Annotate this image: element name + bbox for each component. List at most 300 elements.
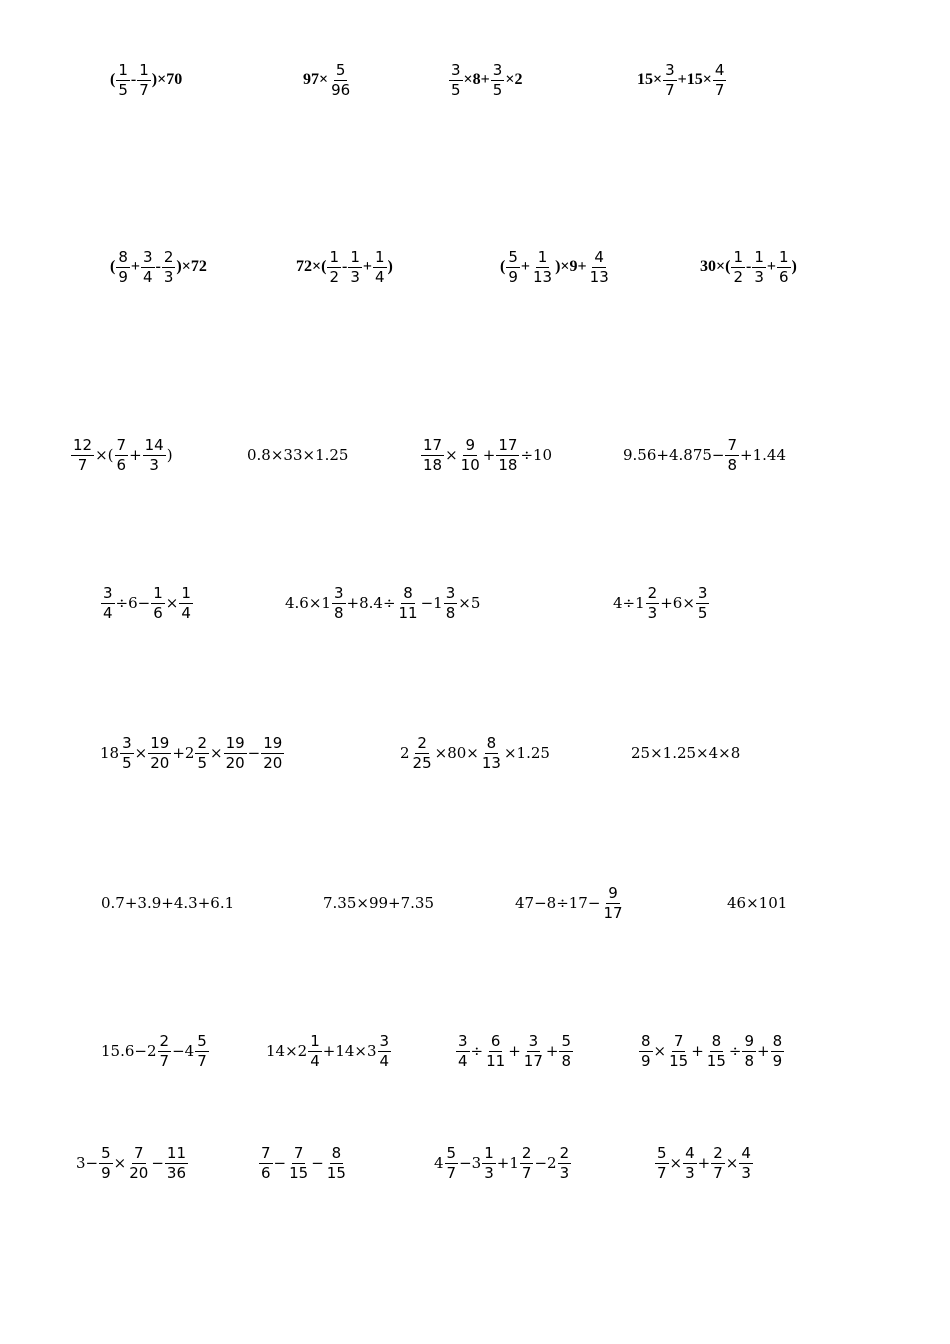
fraction-denominator: 6 xyxy=(153,603,163,622)
fraction-denominator: 7 xyxy=(446,1163,457,1182)
fraction-denominator: 20 xyxy=(263,753,283,772)
fraction-denominator: 15 xyxy=(669,1051,689,1070)
problem-r6c1 xyxy=(101,883,234,923)
fraction-numerator: 19 xyxy=(263,733,283,752)
fraction-numerator: 1 xyxy=(754,247,764,266)
fraction-numerator: 3 xyxy=(379,1031,390,1050)
fraction-numerator: 9 xyxy=(608,883,618,902)
fraction-denominator: 5 xyxy=(492,80,503,99)
expression-text: ( xyxy=(110,71,116,88)
fraction-numerator: 2 xyxy=(647,583,658,602)
expression-text: ) xyxy=(387,258,393,275)
problem-r7c3 xyxy=(455,1031,574,1071)
fraction xyxy=(445,1145,459,1182)
expression-text: +1.44 xyxy=(740,445,786,464)
fraction-denominator: 4 xyxy=(181,603,191,622)
expression-text: - xyxy=(155,258,161,275)
fraction xyxy=(411,735,434,772)
fraction-numerator: 2 xyxy=(163,247,174,266)
problem-r1c3 xyxy=(448,60,522,100)
expression-text: ÷ xyxy=(470,1041,484,1060)
fraction-denominator: 3 xyxy=(754,267,764,286)
expression-text: ÷6− xyxy=(115,593,151,612)
fraction-denominator: 17 xyxy=(603,903,623,922)
fraction-numerator: 1 xyxy=(118,60,128,79)
expression-text: ÷10 xyxy=(520,445,553,464)
fraction-denominator: 9 xyxy=(101,1163,111,1182)
fraction-numerator: 17 xyxy=(423,435,443,454)
expression-text: ×1.25 xyxy=(503,743,550,762)
expression-text: − xyxy=(311,1153,324,1172)
fraction-denominator: 9 xyxy=(641,1051,651,1070)
fraction-denominator: 20 xyxy=(129,1163,149,1182)
fraction-numerator: 3 xyxy=(103,583,113,602)
expression-text: ( xyxy=(110,258,116,275)
fraction-numerator: 11 xyxy=(166,1143,187,1162)
fraction xyxy=(127,1145,150,1182)
expression-text: × xyxy=(165,593,179,612)
expression-text: + xyxy=(520,258,530,275)
problem-r2c4 xyxy=(700,247,797,287)
fraction xyxy=(444,585,458,622)
expression-text: + xyxy=(766,258,776,275)
fraction xyxy=(646,585,660,622)
problem-r3c3 xyxy=(420,435,552,475)
fraction-numerator: 4 xyxy=(741,1143,751,1162)
fraction-numerator: 3 xyxy=(665,60,675,79)
expression-text: + xyxy=(482,445,496,464)
fraction xyxy=(771,1033,785,1070)
problem-r4c1 xyxy=(100,583,194,623)
fraction-numerator: 1 xyxy=(329,247,339,266)
fraction-denominator: 7 xyxy=(521,1163,532,1182)
expression-text: −1 xyxy=(420,593,443,612)
fraction-numerator: 1 xyxy=(153,583,163,602)
fraction-denominator: 7 xyxy=(197,1051,207,1070)
fraction-numerator: 4 xyxy=(685,1143,695,1162)
fraction-numerator: 5 xyxy=(657,1143,667,1162)
fraction xyxy=(329,62,352,99)
expression-text: ) xyxy=(166,445,173,464)
expression-text: × xyxy=(653,1041,667,1060)
fraction-numerator: 7 xyxy=(134,1143,144,1162)
fraction xyxy=(459,437,482,474)
fraction xyxy=(101,585,115,622)
fraction-numerator: 8 xyxy=(331,1143,342,1162)
problem-r3c2 xyxy=(247,435,348,475)
fraction xyxy=(195,1033,209,1070)
fraction-denominator: 3 xyxy=(163,267,174,286)
fraction-denominator: 15 xyxy=(326,1163,346,1182)
fraction-denominator: 7 xyxy=(159,1051,170,1070)
fraction-numerator: 4 xyxy=(714,60,725,79)
expression-text: ×80× xyxy=(434,743,479,762)
fraction xyxy=(325,1145,348,1182)
fraction xyxy=(663,62,677,99)
expression-text: )×9+ xyxy=(555,258,587,275)
fraction-denominator: 2 xyxy=(329,267,339,286)
fraction-denominator: 3 xyxy=(741,1163,751,1182)
fraction xyxy=(559,1033,573,1070)
fraction-numerator: 3 xyxy=(451,60,461,79)
fraction-numerator: 2 xyxy=(521,1143,532,1162)
expression-text: ×( xyxy=(95,445,114,464)
expression-text: + xyxy=(362,258,372,275)
fraction-numerator: 9 xyxy=(465,435,475,454)
fraction-numerator: 8 xyxy=(772,1031,783,1050)
fraction-denominator: 5 xyxy=(697,603,708,622)
expression-text: - xyxy=(342,258,348,275)
expression-text: ÷ xyxy=(728,1041,742,1060)
fraction xyxy=(378,1033,392,1070)
expression-text: ( xyxy=(500,258,506,275)
expression-text: +14×3 xyxy=(322,1041,377,1060)
fraction-numerator: 5 xyxy=(508,247,518,266)
fraction-denominator: 5 xyxy=(197,753,207,772)
expression-text: 15× xyxy=(637,71,663,88)
expression-text: −2 xyxy=(534,1153,557,1172)
fraction xyxy=(496,437,519,474)
fraction-numerator: 19 xyxy=(150,733,170,752)
fraction-denominator: 10 xyxy=(460,455,480,474)
fraction-denominator: 7 xyxy=(713,1163,723,1182)
fraction xyxy=(151,585,165,622)
fraction-numerator: 7 xyxy=(116,435,127,454)
problem-r5c1 xyxy=(100,733,285,773)
fraction xyxy=(115,437,129,474)
problem-r8c1 xyxy=(76,1143,189,1183)
expression-text: − xyxy=(273,1153,287,1172)
expression-text: 7.35×99+7.35 xyxy=(323,893,435,912)
fraction-numerator: 12 xyxy=(73,435,93,454)
fraction-numerator: 3 xyxy=(458,1031,468,1050)
problem-r3c4 xyxy=(623,435,786,475)
fraction-denominator: 2 xyxy=(733,267,743,286)
expression-text: − xyxy=(151,1153,164,1172)
problem-r4c2 xyxy=(285,583,480,623)
fraction xyxy=(731,249,745,286)
fraction-denominator: 4 xyxy=(375,267,385,286)
fraction-denominator: 6 xyxy=(779,267,789,286)
fraction-denominator: 7 xyxy=(139,80,149,99)
fraction-denominator: 5 xyxy=(118,80,128,99)
fraction xyxy=(739,1145,753,1182)
expression-text: 0.7+3.9+4.3+6.1 xyxy=(101,893,235,912)
fraction xyxy=(224,735,247,772)
fraction xyxy=(506,249,520,286)
expression-text: −3 xyxy=(459,1153,482,1172)
fraction-numerator: 19 xyxy=(225,733,245,752)
expression-text: ) xyxy=(791,258,797,275)
fraction-numerator: 6 xyxy=(490,1031,501,1050)
fraction-denominator: 11 xyxy=(486,1051,506,1070)
expression-text: 72×( xyxy=(296,258,327,275)
expression-text: )×70 xyxy=(151,71,183,88)
fraction xyxy=(456,1033,470,1070)
problem-r7c4 xyxy=(638,1031,785,1071)
fraction xyxy=(116,249,130,286)
problem-r6c2 xyxy=(323,883,434,923)
fraction-denominator: 96 xyxy=(331,80,351,99)
fraction-denominator: 5 xyxy=(122,753,132,772)
fraction xyxy=(327,249,341,286)
fraction xyxy=(71,437,94,474)
fraction-denominator: 13 xyxy=(589,267,609,286)
fraction-numerator: 1 xyxy=(350,247,360,266)
fraction xyxy=(484,1033,507,1070)
fraction-denominator: 7 xyxy=(77,455,88,474)
fraction-denominator: 7 xyxy=(657,1163,667,1182)
fraction-numerator: 7 xyxy=(727,435,738,454)
fraction xyxy=(713,62,727,99)
fraction-numerator: 2 xyxy=(159,1031,170,1050)
fraction xyxy=(480,735,503,772)
fraction-numerator: 8 xyxy=(641,1031,651,1050)
problem-r6c4 xyxy=(727,883,787,923)
fraction xyxy=(667,1033,690,1070)
fraction-denominator: 9 xyxy=(772,1051,783,1070)
problem-r8c3 xyxy=(434,1143,572,1183)
expression-text: 25×1.25×4×8 xyxy=(631,743,741,762)
expression-text: )×72 xyxy=(176,258,207,275)
expression-text: 9.56+4.875− xyxy=(623,445,725,464)
fraction-numerator: 2 xyxy=(559,1143,570,1162)
problem-r2c3 xyxy=(500,247,612,287)
problem-r8c2 xyxy=(258,1143,349,1183)
fraction xyxy=(705,1033,728,1070)
problem-r1c4 xyxy=(637,60,727,100)
fraction-denominator: 13 xyxy=(533,267,553,286)
fraction-denominator: 7 xyxy=(714,80,725,99)
problem-r8c4 xyxy=(654,1143,754,1183)
fraction-denominator: 11 xyxy=(398,603,418,622)
fraction-numerator: 2 xyxy=(713,1143,723,1162)
fraction-denominator: 8 xyxy=(744,1051,755,1070)
expression-text: ×2 xyxy=(505,71,523,88)
expression-text: ×5 xyxy=(458,593,481,612)
problem-r4c3 xyxy=(613,583,710,623)
expression-text: −4 xyxy=(172,1041,195,1060)
fraction-numerator: 1 xyxy=(139,60,149,79)
problem-r6c3 xyxy=(515,883,626,923)
fraction-numerator: 17 xyxy=(498,435,518,454)
fraction-denominator: 7 xyxy=(665,80,675,99)
fraction-numerator: 3 xyxy=(143,247,153,266)
fraction-denominator: 18 xyxy=(498,455,518,474)
fraction-numerator: 3 xyxy=(697,583,708,602)
fraction-denominator: 8 xyxy=(333,603,344,622)
fraction-denominator: 8 xyxy=(561,1051,572,1070)
fraction xyxy=(696,585,710,622)
fraction-denominator: 17 xyxy=(523,1051,543,1070)
fraction-denominator: 9 xyxy=(508,267,518,286)
expression-text: 18 xyxy=(100,743,120,762)
expression-text: − xyxy=(247,743,261,762)
fraction xyxy=(120,735,134,772)
expression-text: - xyxy=(746,258,752,275)
fraction xyxy=(141,249,155,286)
fraction xyxy=(777,249,791,286)
fraction-numerator: 1 xyxy=(484,1143,494,1162)
fraction-numerator: 3 xyxy=(528,1031,539,1050)
expression-text: 4 xyxy=(434,1153,444,1172)
fraction xyxy=(601,885,624,922)
fraction-numerator: 8 xyxy=(403,583,413,602)
fraction xyxy=(491,62,505,99)
fraction-denominator: 3 xyxy=(484,1163,494,1182)
fraction-denominator: 6 xyxy=(116,455,127,474)
expression-text: × xyxy=(134,743,148,762)
fraction-numerator: 1 xyxy=(310,1031,320,1050)
problem-r2c1 xyxy=(110,247,207,287)
fraction xyxy=(99,1145,113,1182)
expression-text: + xyxy=(691,1041,704,1060)
fraction xyxy=(725,437,739,474)
fraction xyxy=(373,249,387,286)
fraction-denominator: 36 xyxy=(166,1163,187,1182)
fraction xyxy=(742,1033,756,1070)
fraction-denominator: 6 xyxy=(261,1163,271,1182)
fraction xyxy=(397,585,420,622)
expression-text: 0.8×33×1.25 xyxy=(247,445,349,464)
fraction xyxy=(259,1145,273,1182)
fraction xyxy=(558,1145,572,1182)
fraction-numerator: 1 xyxy=(181,583,191,602)
fraction-denominator: 3 xyxy=(350,267,360,286)
expression-text: + xyxy=(508,1041,521,1060)
expression-text: × xyxy=(113,1153,127,1172)
fraction-numerator: 5 xyxy=(446,1143,457,1162)
fraction-numerator: 7 xyxy=(293,1143,304,1162)
fraction-numerator: 5 xyxy=(335,60,346,79)
fraction xyxy=(588,249,611,286)
expression-text: + xyxy=(757,1041,770,1060)
fraction-denominator: 9 xyxy=(118,267,128,286)
problem-r1c2 xyxy=(303,60,353,100)
expression-text: 46×101 xyxy=(727,893,788,912)
fraction-denominator: 25 xyxy=(412,753,432,772)
fraction-numerator: 8 xyxy=(118,247,128,266)
expression-text: + xyxy=(545,1041,559,1060)
fraction-denominator: 3 xyxy=(559,1163,570,1182)
fraction xyxy=(531,249,554,286)
fraction xyxy=(158,1033,172,1070)
fraction-numerator: 1 xyxy=(537,247,548,266)
fraction xyxy=(308,1033,322,1070)
fraction xyxy=(137,62,151,99)
fraction xyxy=(482,1145,496,1182)
fraction xyxy=(348,249,362,286)
fraction-numerator: 1 xyxy=(375,247,385,266)
fraction-numerator: 5 xyxy=(101,1143,111,1162)
fraction xyxy=(148,735,171,772)
fraction-denominator: 3 xyxy=(149,455,159,474)
fraction xyxy=(179,585,193,622)
fraction xyxy=(520,1145,534,1182)
fraction-denominator: 15 xyxy=(706,1051,726,1070)
expression-text: +15× xyxy=(677,71,712,88)
fraction xyxy=(639,1033,653,1070)
expression-text: + xyxy=(697,1153,711,1172)
fraction-denominator: 4 xyxy=(103,603,113,622)
fraction-numerator: 2 xyxy=(417,733,427,752)
expression-text: 2 xyxy=(400,743,410,762)
fraction xyxy=(522,1033,545,1070)
expression-text: × xyxy=(445,445,458,464)
fraction-numerator: 3 xyxy=(333,583,344,602)
expression-text: 15.6−2 xyxy=(101,1041,157,1060)
fraction-denominator: 3 xyxy=(647,603,658,622)
fraction-numerator: 14 xyxy=(144,435,164,454)
expression-text: 30×( xyxy=(700,258,731,275)
expression-text: ×8+ xyxy=(463,71,490,88)
fraction-numerator: 1 xyxy=(733,247,743,266)
fraction-denominator: 8 xyxy=(727,455,738,474)
fraction xyxy=(143,437,166,474)
problem-r7c2 xyxy=(266,1031,392,1071)
fraction-denominator: 4 xyxy=(143,267,153,286)
fraction-denominator: 13 xyxy=(481,753,501,772)
problem-r5c2 xyxy=(400,733,550,773)
fraction-denominator: 4 xyxy=(310,1051,320,1070)
fraction-numerator: 3 xyxy=(445,583,456,602)
expression-text: +2 xyxy=(172,743,195,762)
problem-r1c1 xyxy=(110,60,182,100)
fraction xyxy=(116,62,130,99)
expression-text: +8.4÷ xyxy=(346,593,396,612)
fraction-denominator: 3 xyxy=(685,1163,695,1182)
fraction-numerator: 5 xyxy=(197,1031,207,1050)
fraction xyxy=(711,1145,725,1182)
fraction-numerator: 9 xyxy=(744,1031,755,1050)
fraction-numerator: 3 xyxy=(492,60,503,79)
fraction xyxy=(449,62,463,99)
problem-r5c3 xyxy=(631,733,740,773)
fraction-denominator: 15 xyxy=(289,1163,309,1182)
fraction-numerator: 8 xyxy=(711,1031,722,1050)
expression-text: 47−8÷17− xyxy=(515,893,601,912)
fraction-numerator: 4 xyxy=(594,247,604,266)
fraction-denominator: 20 xyxy=(150,753,170,772)
fraction-numerator: 1 xyxy=(779,247,789,266)
expression-text: +6× xyxy=(660,593,695,612)
fraction-denominator: 5 xyxy=(451,80,461,99)
fraction xyxy=(752,249,766,286)
expression-text: +1 xyxy=(496,1153,519,1172)
expression-text: 3− xyxy=(76,1153,99,1172)
expression-text: 4.6×1 xyxy=(285,593,331,612)
fraction-numerator: 5 xyxy=(561,1031,572,1050)
fraction-denominator: 8 xyxy=(445,603,456,622)
fraction-numerator: 8 xyxy=(486,733,497,752)
fraction xyxy=(655,1145,669,1182)
fraction xyxy=(287,1145,310,1182)
fraction-numerator: 7 xyxy=(673,1031,684,1050)
expression-text: × xyxy=(669,1153,683,1172)
problem-r2c2 xyxy=(296,247,393,287)
fraction xyxy=(195,735,209,772)
fraction-denominator: 20 xyxy=(225,753,245,772)
expression-text: - xyxy=(130,71,137,88)
fraction xyxy=(261,735,284,772)
expression-text: + xyxy=(130,258,140,275)
fraction xyxy=(421,437,444,474)
expression-text: × xyxy=(725,1153,739,1172)
fraction-numerator: 3 xyxy=(122,733,132,752)
fraction-numerator: 7 xyxy=(261,1143,271,1162)
fraction xyxy=(165,1145,188,1182)
fraction xyxy=(162,249,176,286)
